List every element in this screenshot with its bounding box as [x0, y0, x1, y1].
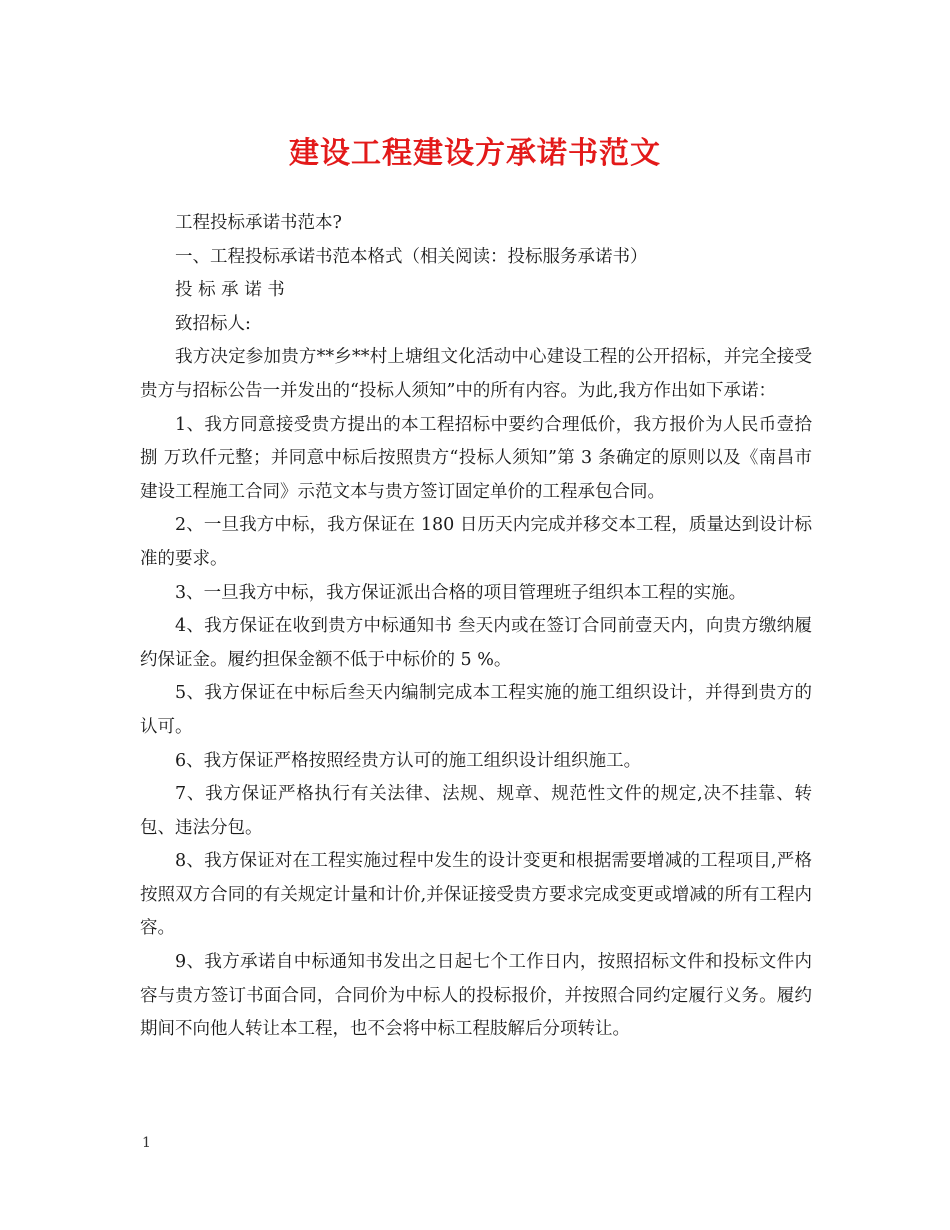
document-body	[140, 207, 812, 1047]
paragraph-item-4: 4、我方保证在收到贵方中标通知书 叁天内或在签订合同前壹天内，向贵方缴纳履约保证金。履约担保金额不低于中标价的 5 %。	[140, 616, 812, 670]
document-title: 建设工程建设方承诺书范文	[289, 136, 661, 171]
paragraph-item-3: 3、一旦我方中标，我方保证派出合格的项目管理班子组织本工程的实施。	[175, 582, 747, 603]
paragraph-item-9: 9、我方承诺自中标通知书发出之日起七个工作日内，按照招标文件和投标文件内容与贵方签订书面合同，合同价为中标人的投标报价，并按照合同约定履行义务。履约期间不向他人转让本工程，也不会将中标工程肢解后分项转让。	[140, 952, 812, 1040]
paragraph-intro: 工程投标承诺书范本?	[175, 213, 342, 233]
paragraph-section-heading: 一、工程投标承诺书范本格式（相关阅读：投标服务承诺书）	[175, 246, 648, 267]
paragraph-item-7: 7、我方保证严格执行有关法律、法规、规章、规范性文件的规定,决不挂靠、转包、违法分包。	[140, 784, 812, 838]
paragraph-item-8: 8、我方保证对在工程实施过程中发生的设计变更和根据需要增减的工程项目,严格按照双方合同的有关规定计量和计价,并保证接受贵方要求完成变更或增减的所有工程内容。	[140, 851, 812, 939]
paragraph-letter-title: 投 标 承 诺 书	[175, 280, 285, 301]
paragraph-item-5: 5、我方保证在中标后叁天内编制完成本工程实施的施工组织设计，并得到贵方的认可。	[140, 683, 812, 737]
paragraph-statement: 我方决定参加贵方**乡**村上塘组文化活动中心建设工程的公开招标，并完全接受贵方与招标公告一并发出的“投标人须知”中的所有内容。为此,我方作出如下承诺：	[140, 347, 812, 401]
page-number: 1	[142, 1135, 151, 1151]
paragraph-salutation: 致招标人:	[175, 313, 251, 334]
paragraph-item-1: 1、我方同意接受贵方提出的本工程招标中要约合理低价，我方报价为人民币壹拾捌 万玖仟元整；并同意中标后按照贵方“投标人须知”第 3 条确定的原则以及《南昌市建设工程施工合同》示范文本与贵方签订固定单价的工程承包合同。	[140, 414, 812, 502]
paragraph-item-2: 2、一旦我方中标，我方保证在 180 日历天内完成并移交本工程，质量达到设计标准的要求。	[140, 515, 812, 569]
paragraph-item-6: 6、我方保证严格按照经贵方认可的施工组织设计组织施工。	[175, 750, 642, 771]
